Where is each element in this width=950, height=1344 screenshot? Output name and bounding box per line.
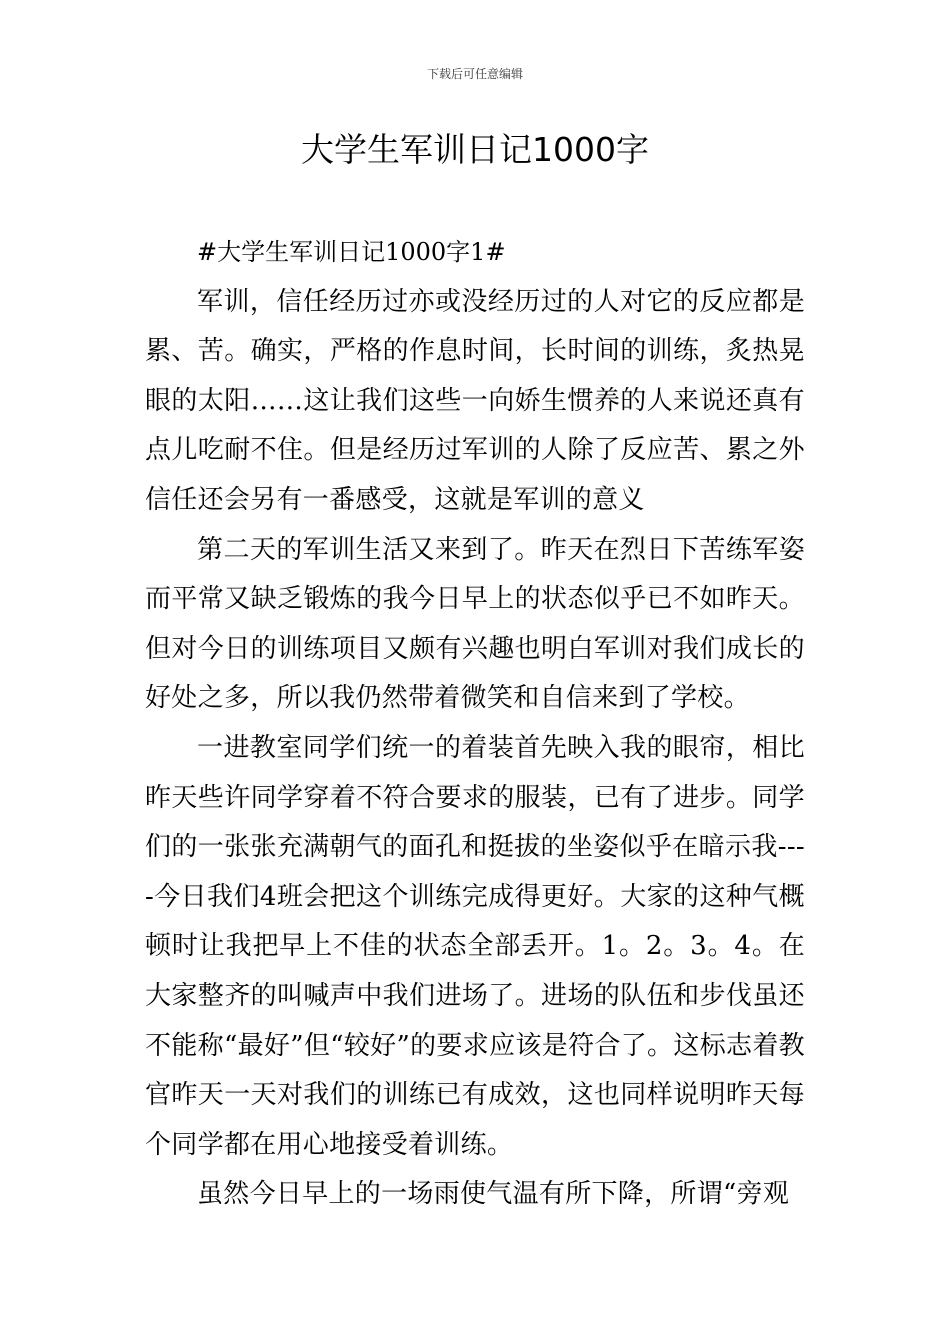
paragraph-3: 一进教室同学们统一的着装首先映入我的眼帘，相比昨天些许同学穿着不符合要求的服装，已有了进步。同学们的一张张充满朝气的面孔和挺拔的坐姿似乎在暗示我----今日我们4班会把这个训练完成得更好。大家的这种气概顿时让我把早上不佳的状态全部丢开。1。2。3。4。在大家整齐的叫喊声中我们进场了。进场的队伍和步伐虽还不能称“最好”但“较好”的要求应该是符合了。这标志着教官昨天一天对我们的训练已有成效，这也同样说明昨天每个同学都在用心地接受着训练。	[145, 732, 805, 1160]
paragraph-1: 军训，信任经历过亦或没经历过的人对它的反应都是累、苦。确实，严格的作息时间，长时间的训练，炙热晃眼的太阳……这让我们这些一向娇生惯养的人来说还真有点儿吃耐不住。但是经历过军训的人除了反应苦、累之外信任还会另有一番感受，这就是军训的意义	[145, 286, 805, 515]
section-heading: #大学生军训日记1000字1#	[197, 238, 506, 266]
document-body	[145, 228, 805, 1220]
paragraph-2: 第二天的军训生活又来到了。昨天在烈日下苦练军姿而平常又缺乏锻炼的我今日早上的状态似乎已不如昨天。但对今日的训练项目又颇有兴趣也明白军训对我们成长的好处之多，所以我仍然带着微笑和自信来到了学校。	[145, 534, 805, 714]
document-title: 大学生军训日记1000字	[301, 130, 649, 169]
paragraph-4: 虽然今日早上的一场雨使气温有所下降，所谓“旁观	[197, 1179, 790, 1210]
header-note: 下载后可任意编辑	[426, 67, 523, 81]
